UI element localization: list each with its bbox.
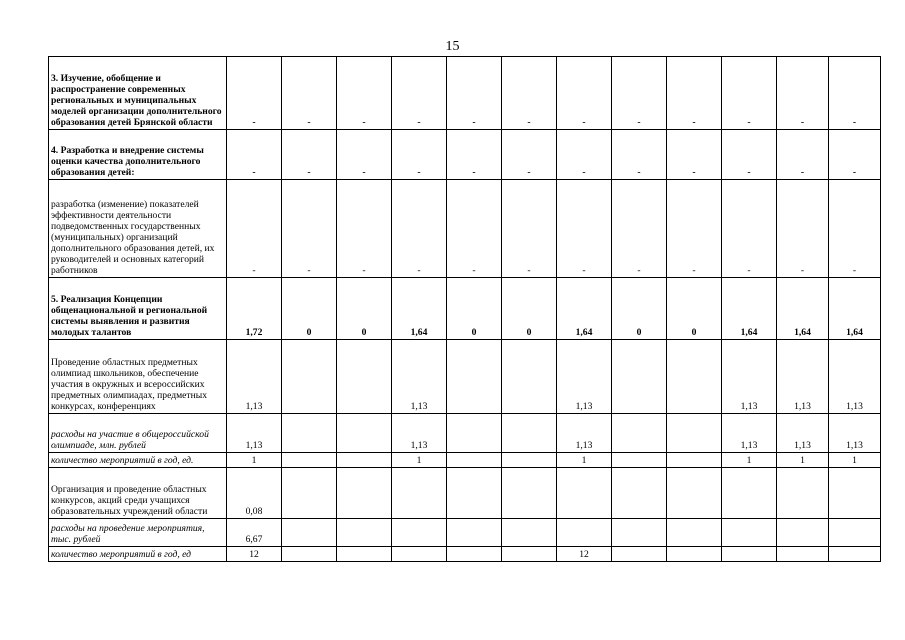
cell: 6,67 — [227, 519, 282, 547]
cell: - — [337, 57, 392, 130]
cell — [667, 340, 722, 414]
cell: - — [612, 57, 667, 130]
table-row — [49, 340, 881, 414]
row-label: расходы на проведение мероприятия, тыс. рублей — [49, 519, 227, 547]
cell — [612, 414, 667, 453]
cell — [829, 547, 881, 562]
cell: - — [557, 57, 612, 130]
cell: 1,64 — [722, 278, 777, 340]
cell — [777, 519, 829, 547]
cell: - — [447, 180, 502, 278]
cell: 1,13 — [227, 340, 282, 414]
cell: 1,13 — [722, 414, 777, 453]
cell: 1,72 — [227, 278, 282, 340]
cell: - — [502, 57, 557, 130]
cell: 1,13 — [722, 340, 777, 414]
cell: - — [777, 57, 829, 130]
row-label: 3. Изучение, обобщение и распространение современных региональных и муниципальных моделей организации дополнительного образования детей Брянской области — [49, 57, 227, 130]
cell: 1 — [557, 453, 612, 468]
cell: 1,64 — [557, 278, 612, 340]
table-row — [49, 180, 881, 278]
cell — [829, 468, 881, 519]
cell — [447, 547, 502, 562]
table-row — [49, 468, 881, 519]
cell: 1,13 — [392, 340, 447, 414]
cell: - — [829, 57, 881, 130]
cell: 1 — [777, 453, 829, 468]
cell — [282, 414, 337, 453]
cell: 12 — [227, 547, 282, 562]
cell — [447, 468, 502, 519]
cell — [337, 340, 392, 414]
row-label: количество мероприятий в год, ед — [49, 547, 227, 562]
cell: 1 — [722, 453, 777, 468]
page-number: 15 — [445, 39, 460, 54]
table-row — [49, 57, 881, 130]
table-row — [49, 519, 881, 547]
cell: - — [227, 130, 282, 180]
cell: 1,13 — [829, 414, 881, 453]
cell: 1,13 — [829, 340, 881, 414]
cell: - — [667, 180, 722, 278]
cell — [722, 547, 777, 562]
cell: 1,64 — [829, 278, 881, 340]
cell — [502, 547, 557, 562]
cell: - — [612, 130, 667, 180]
cell: 0 — [612, 278, 667, 340]
cell — [612, 468, 667, 519]
cell — [777, 547, 829, 562]
row-label: расходы на участие в общероссийской олимпиаде, млн. рублей — [49, 414, 227, 453]
cell: - — [722, 130, 777, 180]
cell — [337, 453, 392, 468]
cell — [502, 519, 557, 547]
cell: - — [502, 130, 557, 180]
cell: - — [227, 180, 282, 278]
row-label: 4. Разработка и внедрение системы оценки качества дополнительного образования детей: — [49, 130, 227, 180]
cell — [282, 547, 337, 562]
cell: - — [612, 180, 667, 278]
cell: 1,64 — [392, 278, 447, 340]
cell — [337, 414, 392, 453]
cell — [557, 468, 612, 519]
cell — [447, 519, 502, 547]
cell: 0 — [282, 278, 337, 340]
cell — [502, 340, 557, 414]
cell — [612, 453, 667, 468]
cell: - — [502, 180, 557, 278]
cell — [337, 519, 392, 547]
cell: 1 — [227, 453, 282, 468]
cell: 1,13 — [227, 414, 282, 453]
row-label: Проведение областных предметных олимпиад школьников, обеспечение участия в окружных и всероссийских предметных олимпиадах, предметных конкурсах, конференциях — [49, 340, 227, 414]
cell — [722, 468, 777, 519]
cell: - — [829, 130, 881, 180]
cell: 1,64 — [777, 278, 829, 340]
cell: 12 — [557, 547, 612, 562]
cell: 1,13 — [777, 414, 829, 453]
cell — [447, 414, 502, 453]
cell: - — [557, 180, 612, 278]
cell — [667, 414, 722, 453]
budget-table — [48, 56, 881, 562]
table-row — [49, 130, 881, 180]
cell: 1 — [392, 453, 447, 468]
cell — [447, 453, 502, 468]
cell — [667, 519, 722, 547]
row-label: 5. Реализация Концепции общенациональной и региональной системы выявления и развития молодых талантов — [49, 278, 227, 340]
cell — [447, 340, 502, 414]
cell: - — [777, 180, 829, 278]
cell: - — [392, 130, 447, 180]
cell: - — [447, 57, 502, 130]
cell — [282, 519, 337, 547]
cell: - — [282, 57, 337, 130]
cell — [337, 468, 392, 519]
cell — [557, 519, 612, 547]
cell: - — [447, 130, 502, 180]
cell: - — [392, 180, 447, 278]
cell — [612, 519, 667, 547]
cell — [502, 468, 557, 519]
cell: 1,13 — [777, 340, 829, 414]
cell: 0 — [447, 278, 502, 340]
cell: - — [777, 130, 829, 180]
cell — [502, 414, 557, 453]
row-label: количество мероприятий в год, ед. — [49, 453, 227, 468]
cell: 0 — [337, 278, 392, 340]
cell: - — [337, 180, 392, 278]
cell: 1,13 — [557, 340, 612, 414]
cell — [667, 547, 722, 562]
cell: - — [557, 130, 612, 180]
cell: 1,13 — [557, 414, 612, 453]
cell — [502, 453, 557, 468]
table-row — [49, 453, 881, 468]
cell: 1,13 — [392, 414, 447, 453]
cell: 0 — [667, 278, 722, 340]
cell: 1 — [829, 453, 881, 468]
cell — [777, 468, 829, 519]
cell — [612, 340, 667, 414]
cell — [392, 519, 447, 547]
cell — [392, 547, 447, 562]
table-row — [49, 414, 881, 453]
cell: 0,08 — [227, 468, 282, 519]
table-row — [49, 278, 881, 340]
cell: - — [667, 57, 722, 130]
table-row — [49, 547, 881, 562]
cell — [282, 468, 337, 519]
cell: - — [667, 130, 722, 180]
cell: - — [282, 180, 337, 278]
cell: - — [392, 57, 447, 130]
cell: - — [282, 130, 337, 180]
cell — [667, 468, 722, 519]
row-label: разработка (изменение) показателей эффективности деятельности подведомственных государственных (муниципальных) организаций дополнительного образования детей, их руководителей и основных категорий работников — [49, 180, 227, 278]
cell: - — [829, 180, 881, 278]
cell: - — [722, 180, 777, 278]
cell: - — [722, 57, 777, 130]
cell — [829, 519, 881, 547]
cell — [392, 468, 447, 519]
cell — [612, 547, 667, 562]
cell — [337, 547, 392, 562]
cell — [282, 453, 337, 468]
cell: 0 — [502, 278, 557, 340]
cell — [282, 340, 337, 414]
cell: - — [227, 57, 282, 130]
cell — [722, 519, 777, 547]
row-label: Организация и проведение областных конкурсов, акций среди учащихся образовательных учреждений области — [49, 468, 227, 519]
cell: - — [337, 130, 392, 180]
cell — [667, 453, 722, 468]
